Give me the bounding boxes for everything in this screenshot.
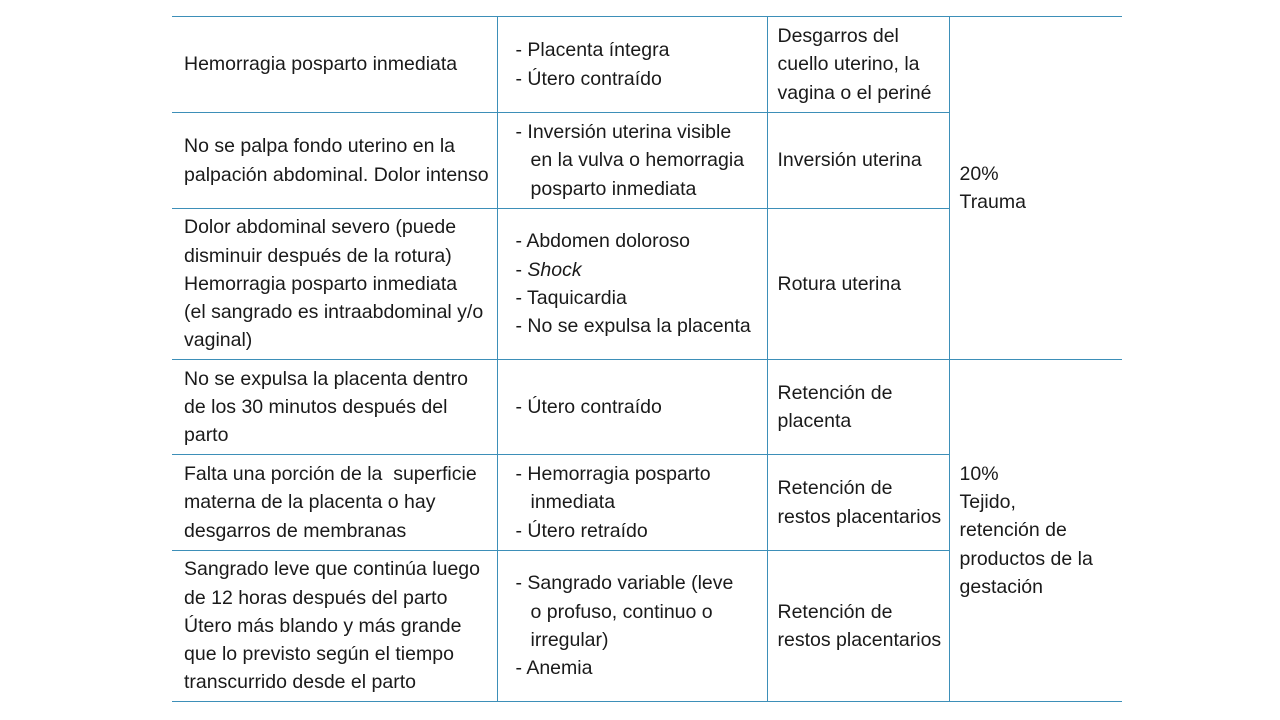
- finding-item-cont: irregular): [530, 629, 609, 651]
- diagnosis-text: Retención de: [777, 600, 893, 623]
- findings-cell: [497, 455, 767, 551]
- signs-text: de 12 horas después del parto: [184, 586, 448, 609]
- cause-label: productos de la: [959, 547, 1093, 570]
- signs-text: Sangrado leve que continúa luego: [184, 558, 480, 581]
- diagnosis-cell: [767, 455, 949, 551]
- signs-cell: [172, 360, 497, 455]
- signs-text: transcurrido desde el parto: [184, 671, 416, 694]
- finding-item-cont: posparto inmediata: [530, 177, 697, 200]
- cause-percent: 20%: [959, 162, 999, 185]
- cause-label: Trauma: [959, 191, 1026, 213]
- signs-text: Hemorragia posparto inmediata: [184, 272, 458, 295]
- cause-label: retención de: [959, 519, 1067, 542]
- cause-group-cell: [949, 360, 1122, 702]
- diagnosis-text: placenta: [777, 410, 852, 432]
- signs-text: (el sangrado es intraabdominal y/o: [184, 301, 484, 324]
- finding-item: - Placenta íntegra: [515, 39, 670, 62]
- signs-text: Útero más blando y más grande: [184, 614, 462, 637]
- table-row: [172, 360, 1122, 455]
- signs-text: No se expulsa la placenta dentro: [184, 367, 469, 390]
- causes-table: [172, 16, 1122, 702]
- signs-text: parto: [184, 424, 229, 447]
- finding-item: - Hemorragia posparto: [515, 463, 711, 486]
- diagnosis-cell: [767, 113, 949, 209]
- diagnosis-text: Rotura uterina: [777, 272, 902, 295]
- diagnosis-text: restos placentarios: [777, 629, 942, 651]
- cause-label: Tejido,: [959, 491, 1016, 514]
- signs-cell: [172, 17, 497, 113]
- diagnosis-text: Inversión uterina: [777, 149, 922, 172]
- findings-cell: [497, 360, 767, 455]
- signs-text: Falta una porción de la superficie: [184, 463, 477, 486]
- finding-shock: Shock: [527, 258, 582, 281]
- finding-item: - Sangrado variable (leve: [515, 572, 734, 595]
- signs-cell: [172, 113, 497, 209]
- signs-text: vaginal): [184, 329, 253, 352]
- signs-cell: [172, 455, 497, 551]
- diagnosis-cell: [767, 551, 949, 702]
- diagnosis-text: Desgarros del: [777, 25, 899, 48]
- signs-text: Dolor abdominal severo (puede: [184, 216, 457, 239]
- finding-item-cont: en la vulva o hemorragia: [530, 149, 745, 172]
- finding-item-cont: inmediata: [530, 491, 616, 514]
- findings-cell: [497, 209, 767, 360]
- diagnosis-text: cuello uterino, la: [777, 53, 920, 76]
- signs-text: disminuir después de la rotura): [184, 244, 452, 267]
- diagnosis-text: Retención de: [777, 477, 893, 500]
- finding-item: - Abdomen doloroso: [515, 230, 691, 253]
- diagnosis-text: restos placentarios: [777, 505, 942, 528]
- finding-item: - Útero retraído: [515, 519, 648, 542]
- finding-item: - Inversión uterina visible: [515, 121, 732, 144]
- finding-dash: -: [515, 258, 528, 281]
- finding-item: - Anemia: [515, 657, 593, 680]
- finding-item: [516, 256, 757, 284]
- signs-text: que lo previsto según el tiempo: [184, 643, 454, 666]
- diagnosis-text: Retención de: [777, 381, 893, 404]
- findings-cell: [497, 17, 767, 113]
- table-row: [172, 17, 1122, 113]
- signs-text: materna de la placenta o hay: [184, 491, 436, 514]
- finding-item-cont: o profuso, continuo o: [530, 600, 713, 623]
- findings-cell: [497, 113, 767, 209]
- diagnosis-cell: [767, 17, 949, 113]
- cause-label: gestación: [959, 575, 1043, 598]
- finding-item: - No se expulsa la placenta: [515, 315, 751, 338]
- signs-cell: [172, 209, 497, 360]
- signs-text: desgarros de membranas: [184, 519, 407, 542]
- signs-text: Hemorragia posparto inmediata: [184, 53, 458, 76]
- cause-percent: 10%: [959, 462, 999, 485]
- finding-item: - Útero contraído: [515, 67, 662, 90]
- diagnosis-cell: [767, 209, 949, 360]
- finding-item: - Taquicardia: [515, 287, 627, 309]
- findings-cell: [497, 551, 767, 702]
- finding-item: - Útero contraído: [515, 395, 662, 418]
- cause-group-cell: [949, 17, 1122, 360]
- diagnosis-cell: [767, 360, 949, 455]
- signs-cell: [172, 551, 497, 702]
- signs-text: de los 30 minutos después del: [184, 395, 448, 418]
- signs-text: palpación abdominal. Dolor intenso: [184, 163, 489, 186]
- diagnosis-text: vagina o el periné: [777, 81, 932, 104]
- signs-text: No se palpa fondo uterino en la: [184, 135, 456, 158]
